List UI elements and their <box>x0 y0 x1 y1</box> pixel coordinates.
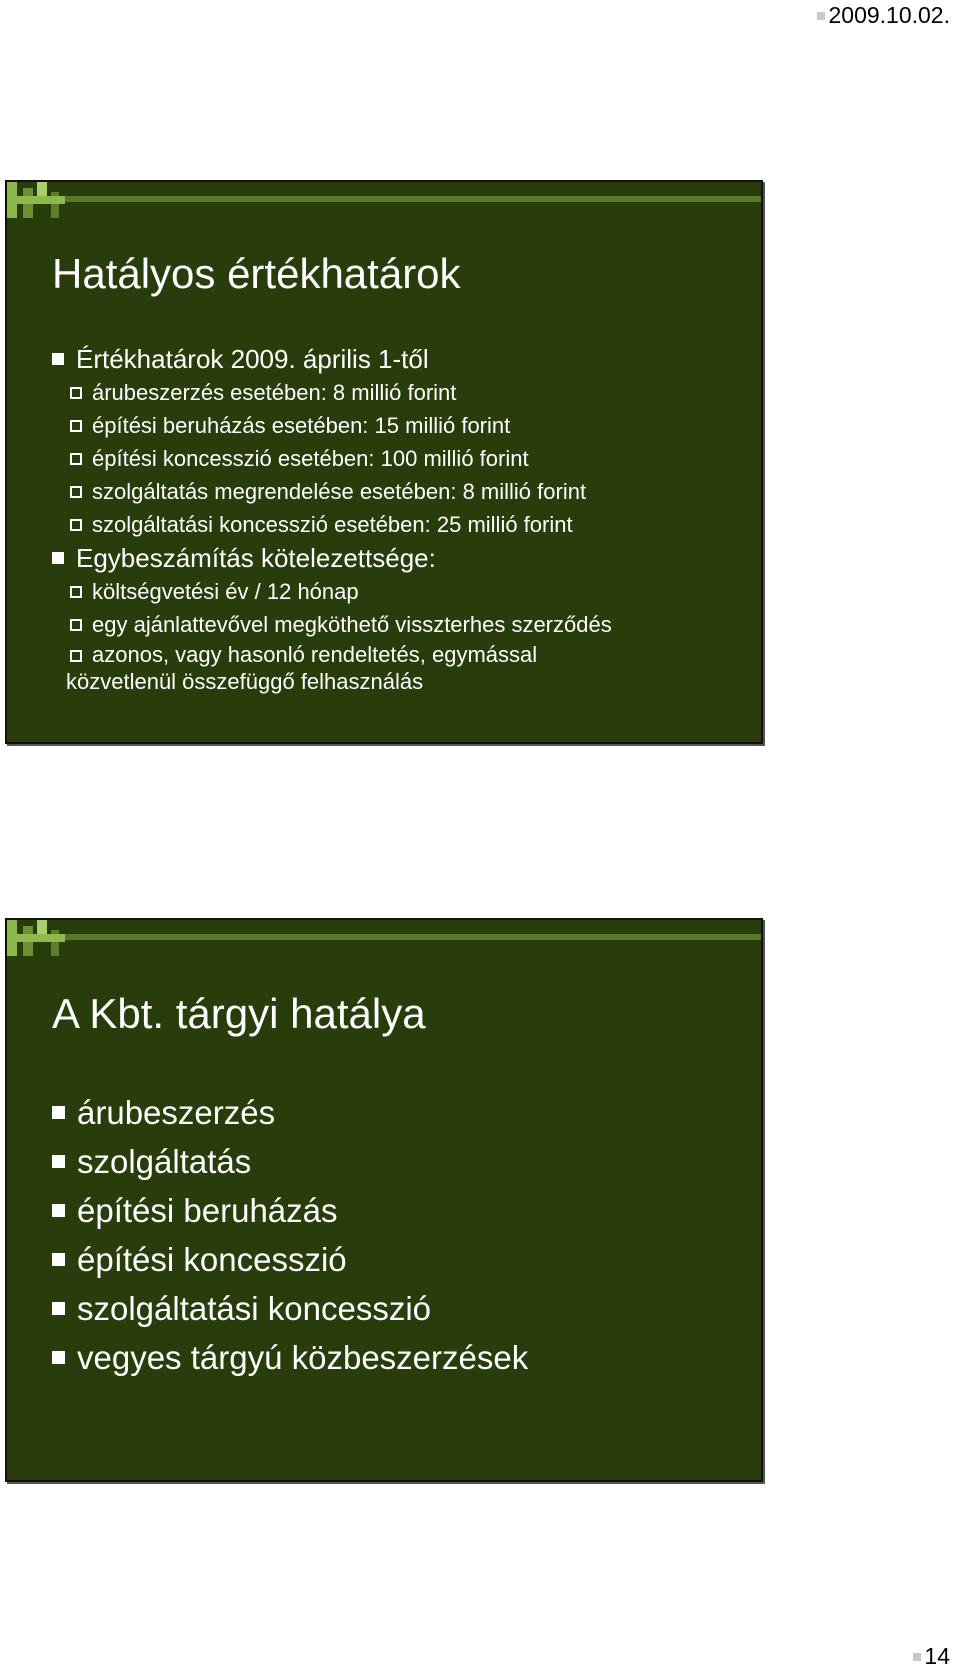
square-bullet-icon <box>52 1155 65 1168</box>
bullet-list <box>52 342 710 695</box>
slide-thumbnail-1 <box>5 180 763 744</box>
slide-corner-decoration-icon <box>7 920 761 956</box>
list-item-text: vegyes tárgyú közbeszerzések <box>77 1339 529 1376</box>
slide-corner-decoration-icon <box>7 182 761 218</box>
header-bullet-icon <box>817 12 825 20</box>
sub-list-item <box>52 409 710 442</box>
square-bullet-icon <box>52 552 64 564</box>
list-item-text: Értékhatárok 2009. április 1-től <box>76 344 429 374</box>
sub-list-item <box>52 376 710 409</box>
sub-list-item <box>52 442 710 475</box>
sub-list-item-text: költségvetési év / 12 hónap <box>92 579 359 604</box>
list-item <box>52 1186 528 1235</box>
page-number-text: 14 <box>924 1643 950 1669</box>
slide-title: Hatályos értékhatárok <box>52 250 461 297</box>
list-item <box>52 1088 528 1137</box>
slide-thumbnail-2 <box>5 918 763 1482</box>
list-item <box>52 541 710 575</box>
hollow-square-bullet-icon <box>70 453 82 465</box>
page-number <box>913 1643 950 1670</box>
list-item-text: árubeszerzés <box>77 1094 276 1131</box>
square-bullet-icon <box>52 1106 65 1119</box>
sub-list-item-text: szolgáltatási koncesszió esetében: 25 millió forint <box>92 512 573 537</box>
sub-list-item <box>52 608 710 641</box>
list-item <box>52 1333 528 1382</box>
square-bullet-icon <box>52 1204 65 1217</box>
slide-title: A Kbt. tárgyi hatálya <box>52 990 426 1037</box>
list-item-text: Egybeszámítás kötelezettsége: <box>76 543 436 573</box>
sub-list-item-text: árubeszerzés esetében: 8 millió forint <box>92 380 457 405</box>
square-bullet-icon <box>52 1302 65 1315</box>
list-item <box>52 1235 528 1284</box>
hollow-square-bullet-icon <box>70 387 82 399</box>
square-bullet-icon <box>52 1351 65 1364</box>
hollow-square-bullet-icon <box>70 420 82 432</box>
sub-list-item-text: építési koncesszió esetében: 100 millió forint <box>92 446 529 471</box>
list-item <box>52 1137 528 1186</box>
list-item <box>52 1284 528 1333</box>
sub-list-item-text: egy ajánlattevővel megköthető visszterhes szerződés <box>92 612 612 637</box>
list-item-text: szolgáltatás <box>77 1143 252 1180</box>
list-item-text: építési koncesszió <box>77 1241 347 1278</box>
sub-list-item <box>52 575 710 608</box>
sub-list-item-text: szolgáltatás megrendelése esetében: 8 millió forint <box>92 479 587 504</box>
hollow-square-bullet-icon <box>70 619 82 631</box>
hollow-square-bullet-icon <box>70 519 82 531</box>
sub-list-item-text: építési beruházás esetében: 15 millió forint <box>92 413 511 438</box>
sub-list-item <box>52 508 710 541</box>
header-date <box>817 2 950 29</box>
hollow-square-bullet-icon <box>70 486 82 498</box>
hollow-square-bullet-icon <box>70 586 82 598</box>
hollow-square-bullet-icon <box>70 650 82 662</box>
list-item <box>52 342 710 376</box>
list-item-text: szolgáltatási koncesszió <box>77 1290 432 1327</box>
sub-list-item <box>52 475 710 508</box>
bullet-list <box>52 1088 528 1382</box>
page-number-bullet-icon <box>913 1653 921 1661</box>
square-bullet-icon <box>52 1253 65 1266</box>
sub-list-item-wrapped <box>52 641 710 695</box>
sub-list-item-continuation: közvetlenül összefüggő felhasználás <box>66 669 424 694</box>
square-bullet-icon <box>52 353 64 365</box>
list-item-text: építési beruházás <box>77 1192 338 1229</box>
header-date-text: 2009.10.02. <box>828 2 950 28</box>
sub-list-item-text: azonos, vagy hasonló rendeltetés, egymással <box>92 642 538 667</box>
